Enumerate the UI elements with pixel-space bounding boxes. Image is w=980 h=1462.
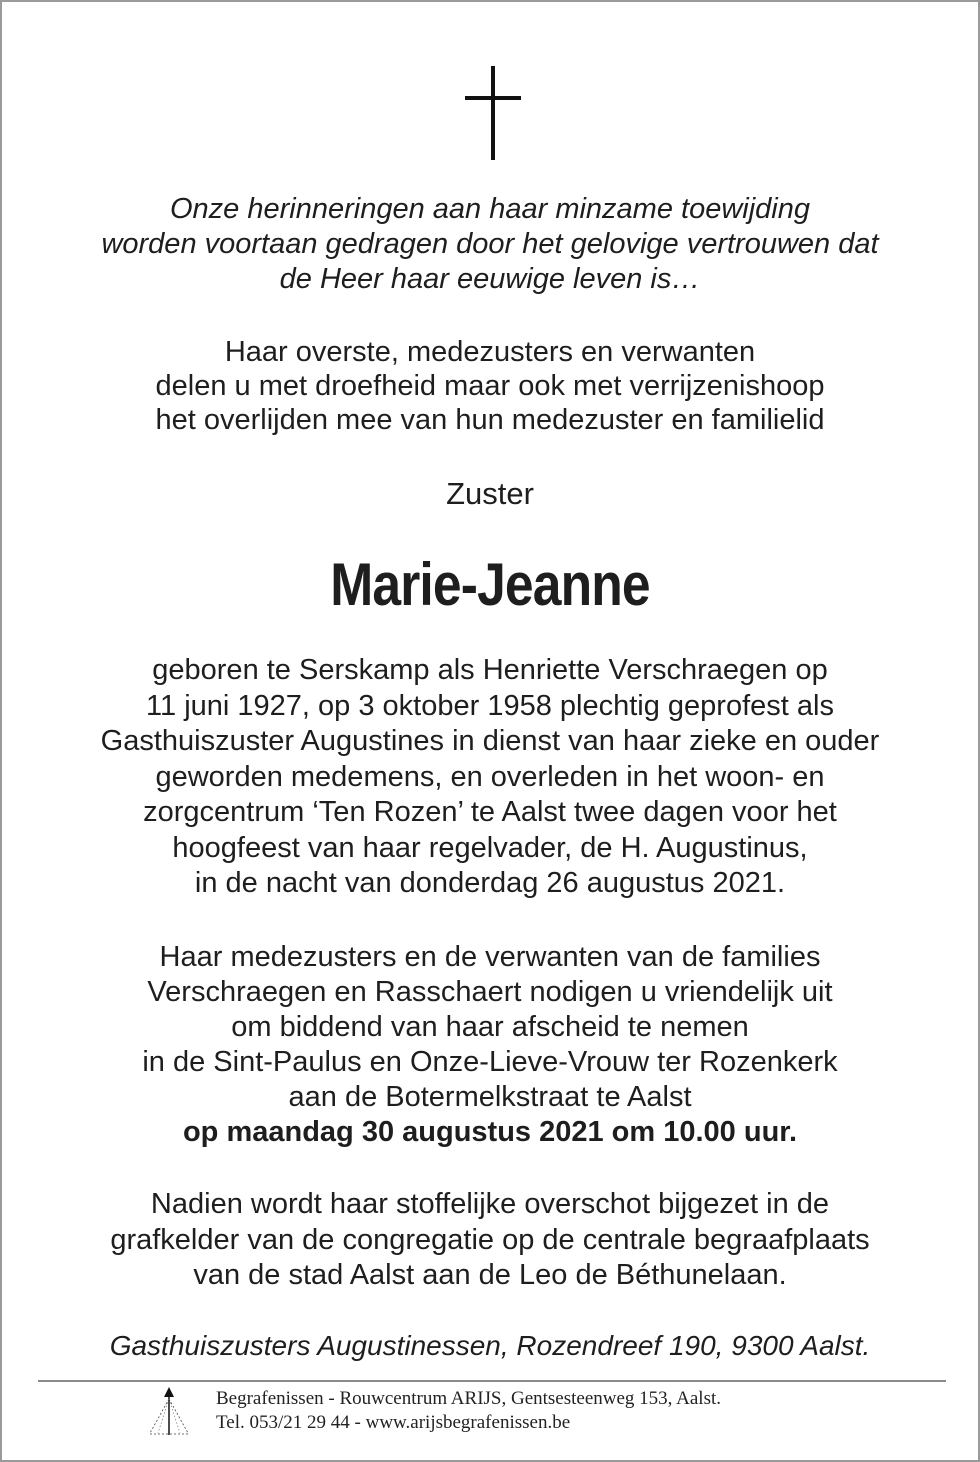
biography-line: hoogfeest van haar regelvader, de H. Augustinus, [172,831,808,864]
biography-line: zorgcentrum ‘Ten Rozen’ te Aalst twee dagen voor het [143,796,837,828]
announcement-line: Haar overste, medezusters en verwanten [224,336,756,368]
intro-line: worden voortaan gedragen door het gelovige vertrouwen dat [101,228,879,260]
burial-info [2,1187,978,1294]
biography-line: Gasthuiszuster Augustines in dienst van haar zieke en ouder [100,725,880,757]
invitation-line: Verschraegen en Rasschaert nodigen u vriendelijk uit [147,976,833,1008]
invitation-line: in de Sint-Paulus en Onze-Lieve-Vrouw ter Rozenkerk [142,1046,838,1078]
congregation-address: Gasthuiszusters Augustinessen, Rozendreef 190, 9300 Aalst. [109,1330,871,1361]
funeral-home-logo-icon [142,1385,196,1437]
intro-line: de Heer haar eeuwige leven is… [279,263,701,295]
funeral-home-info [216,1387,721,1435]
deceased-title: Zuster [446,476,534,511]
invitation-line: om biddend van haar afscheid te nemen [231,1011,749,1043]
biography [2,653,978,902]
intro-verse [2,192,978,297]
burial-line: van de stad Aalst aan de Leo de Béthunelaan. [193,1259,787,1291]
invitation-line: Haar medezusters en de verwanten van de families [159,941,821,973]
deceased-name: Marie-Jeanne [330,551,650,618]
funeral-home-address: Begrafenissen - Rouwcentrum ARIJS, Gentsesteenweg 153, Aalst. [216,1388,721,1409]
intro-line: Onze herinneringen aan haar minzame toewijding [170,193,810,225]
biography-line: 11 juni 1927, op 3 oktober 1958 plechtig geprofest als [146,689,834,722]
service-invitation [2,940,978,1150]
announcement-line: delen u met droefheid maar ook met verrijzenishoop [155,370,825,402]
service-datetime: op maandag 30 augustus 2021 om 10.00 uur. [182,1116,798,1148]
funeral-home-contact: Tel. 053/21 29 44 - www.arijsbegrafenissen.be [216,1412,571,1433]
biography-line: in de nacht van donderdag 26 augustus 2021. [194,867,786,899]
invitation-line: aan de Botermelkstraat te Aalst [288,1081,692,1113]
announcement-line: het overlijden mee van hun medezuster en familielid [155,404,825,436]
burial-line: Nadien wordt haar stoffelijke overschot bijgezet in de [150,1188,830,1220]
cross-icon [465,66,521,160]
biography-line: geworden medemens, en overleden in het woon- en [155,760,825,793]
announcement [2,335,978,437]
burial-line: grafkelder van de congregatie op de centrale begraafplaats [110,1223,870,1256]
footer-divider [38,1380,946,1382]
biography-line: geboren te Serskamp als Henriette Verschraegen op [152,654,828,686]
